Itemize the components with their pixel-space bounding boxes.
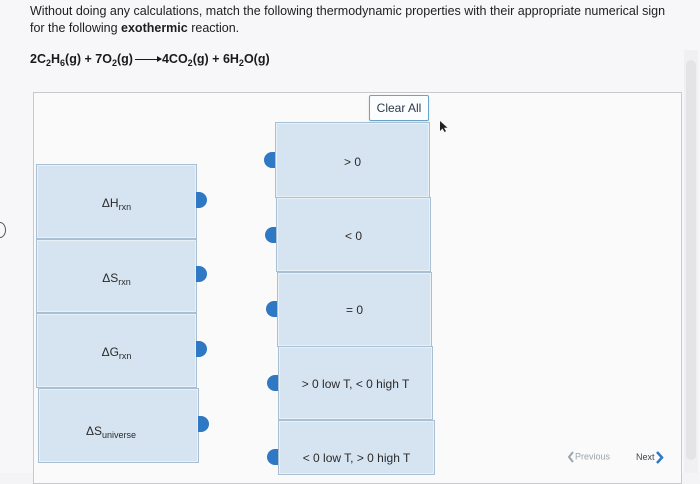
answer-label: < 0 low T, > 0 high T [302, 451, 411, 465]
answer-label: = 0 [345, 303, 363, 317]
answer-label: < 0 [344, 229, 362, 243]
mouse-cursor-icon [437, 119, 451, 133]
eq-state: (g) [65, 52, 82, 66]
answer-less-than-zero[interactable] [276, 197, 431, 272]
property-label [37, 271, 196, 285]
property-subscript: rxn [118, 351, 132, 361]
question-text-part: Without doing any calculations, match the following thermodynamic properties with their appropriate numerical sign for the following [30, 4, 666, 35]
property-delta-h-rxn[interactable] [36, 164, 197, 239]
drop-socket-icon[interactable] [265, 227, 276, 243]
drop-socket-icon[interactable] [267, 375, 278, 391]
chevron-left-icon [567, 451, 575, 463]
property-subscript: universe [102, 430, 137, 440]
eq-term: 7O [95, 52, 112, 66]
question-bold-word: exothermic [121, 21, 188, 35]
clear-all-button[interactable]: Clear All [369, 95, 429, 121]
next-label: Next [636, 451, 655, 462]
property-label [37, 345, 196, 359]
chevron-right-icon [655, 451, 664, 464]
property-symbol: ΔS [102, 271, 119, 285]
next-button[interactable] [636, 451, 664, 464]
eq-sub: 2 [45, 58, 51, 68]
answer-positive-low-negative-high[interactable] [278, 346, 433, 420]
eq-term: 4CO [161, 52, 188, 66]
property-subscript: rxn [118, 202, 132, 212]
property-label [37, 196, 196, 210]
edge-handle-icon [0, 222, 6, 238]
property-delta-s-universe[interactable] [38, 388, 199, 463]
eq-term: 2C [30, 52, 46, 66]
reaction-arrow-icon [135, 59, 161, 60]
eq-term: H [51, 52, 61, 66]
eq-state: (g) [192, 52, 209, 66]
answer-greater-than-zero[interactable] [275, 122, 430, 198]
eq-plus: + [212, 52, 220, 66]
drop-socket-icon[interactable] [267, 449, 278, 465]
property-delta-s-rxn[interactable] [36, 239, 197, 313]
property-subscript: rxn [118, 277, 131, 287]
property-label [24, 424, 198, 438]
property-delta-g-rxn[interactable] [36, 313, 197, 388]
eq-sub: 6 [60, 58, 66, 68]
scrollbar-thumb[interactable] [686, 60, 696, 460]
eq-state: (g) [253, 52, 270, 66]
drop-socket-icon[interactable] [264, 152, 275, 168]
question-text-end: reaction. [187, 21, 240, 35]
drop-socket-icon[interactable] [266, 301, 277, 317]
eq-term: O [243, 52, 254, 66]
previous-label: Previous [575, 451, 611, 462]
reaction-equation [30, 52, 270, 66]
eq-term: 6H [222, 52, 239, 66]
property-symbol: ΔG [101, 345, 119, 359]
eq-sub: 2 [111, 58, 117, 68]
previous-button[interactable] [567, 451, 610, 463]
property-symbol: ΔS [85, 424, 102, 438]
answer-label: > 0 low T, < 0 high T [301, 377, 410, 391]
eq-plus: + [84, 52, 92, 66]
property-symbol: ΔH [101, 196, 119, 210]
answer-equal-zero[interactable] [277, 272, 432, 347]
answer-label: > 0 [343, 155, 361, 169]
eq-state: (g) [117, 52, 133, 66]
question-text [30, 3, 670, 37]
eq-sub: 2 [187, 58, 193, 68]
eq-sub: 2 [238, 58, 244, 68]
answer-negative-low-positive-high[interactable] [278, 420, 435, 475]
